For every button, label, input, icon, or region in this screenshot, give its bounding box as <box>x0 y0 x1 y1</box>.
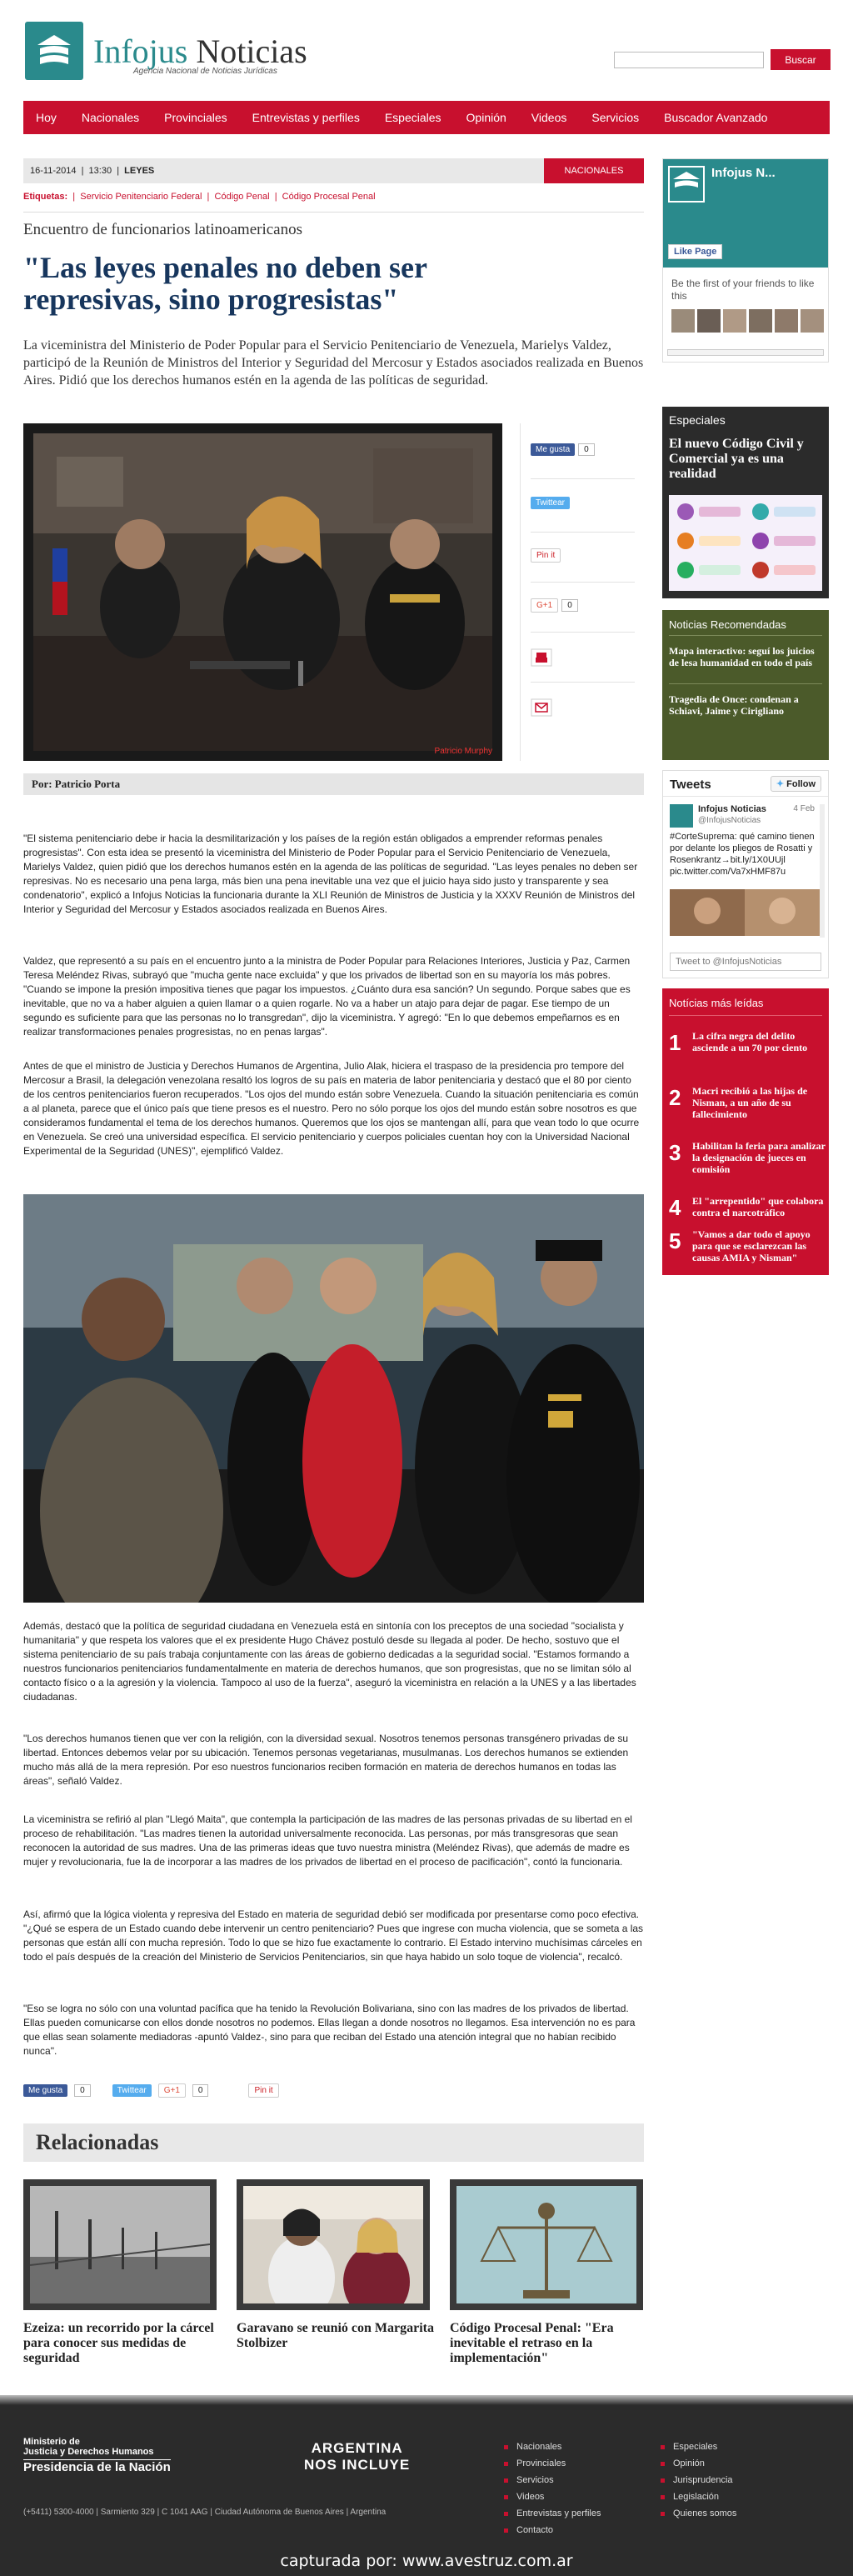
ministry-line: Presidencia de la Nación <box>23 2460 171 2474</box>
site-header <box>0 0 853 93</box>
facebook-page-widget <box>662 158 829 363</box>
logo-word-infojus: Infojus <box>93 33 188 70</box>
article-paragraph: Antes de que el ministro de Justicia y Derechos Humanos de Argentina, Julio Alak, hiciera el traspaso de la presidencia pro tempore del Mercosur a Brasil, la delegación venezolana resaltó los logros de su país en materia de labor penitenciaria y destacó que el 80 por ciento de los centros penitenciarios fueron recuperados. "Los ojos del mundo están sobre Venezuela. Cuando la situación penitenciaria es común a al planeta, parece que el único país que tiene presos es el nuestro. Pero no sólo porque los ojos del mundo están sobre nosotros es que consideramos fundamental el tema de los derechos humanos. Queremos que los ojos se mantengan allí, para que vean todo lo que ocurre en Venezuela. Se creó una universidad específica. El servicio penitenciario y cuerpos policiales cuentan hoy con la Universidad Nacional Experimental de la Seguridad (UNES)", ejemplificó Valdez. <box>23 1060 640 1157</box>
gplus-count: 0 <box>192 2084 209 2097</box>
fb-like-count: 0 <box>74 2084 91 2097</box>
rank-number: 3 <box>669 1140 681 1165</box>
gplus-widget[interactable] <box>531 598 578 613</box>
search-button[interactable]: Buscar <box>771 49 831 70</box>
especiales-title: Especiales <box>669 413 726 427</box>
divider <box>23 212 644 213</box>
most-read-item[interactable] <box>662 1078 829 1130</box>
author-byline: Por: Patricio Porta <box>23 773 644 795</box>
nav-opinion[interactable]: Opinión <box>466 111 506 124</box>
facebook-cover <box>663 159 828 268</box>
most-read-title-text: Macri recibió a las hijas de Nisman, a un año de su fallecimiento <box>692 1085 808 1120</box>
tags-row: Etiquetas: | Servicio Penitenciario Federal | Código Penal | Código Procesal Penal <box>23 192 376 202</box>
logo-subtitle: Agencia Nacional de Noticias Jurídicas <box>133 67 277 76</box>
related-thumbnail[interactable] <box>23 2179 217 2310</box>
recomendada-item[interactable]: Mapa interactivo: seguí los juicios de lesa humanidad en todo el país <box>669 645 815 668</box>
footer-link[interactable]: Videos <box>504 2492 544 2502</box>
tweet-button[interactable]: Twittear <box>531 497 570 509</box>
nav-buscador[interactable]: Buscador Avanzado <box>664 111 768 124</box>
article-paragraph: Además, destacó que la política de seguridad ciudadana en Venezuela está en sintonía con los preceptos de una sociedad "socialista y humanitaria" y que respeta los valores que el ex presidente Hugo Chávez postuló desde su llegada al poder. De hecho, sostuvo que el sistema penitenciario de su país trabaja conjuntamente con las áreas de gobierno dedicadas a la seguridad social. "Estamos formando a nuestros funcionarios penitenciarios fundamentalmente en materia de derechos humanos, que son progresistas, que no se limitan sólo al contacto físico o a la agresión y la violencia. Tampoco al uso de la fuerza", aseguró la viceministra en relación a la UNES y a las libertades ciudadanas. <box>23 1620 636 1703</box>
article-paragraph: "El sistema penitenciario debe ir hacia la desmilitarización y los países de la región están obligados a emprender reformas penales progresistas". Con esta idea se presentó la viceministra del Ministerio de Poder Popular para el Servicio Penitenciario de Venezuela, Marielys Valdez, quien pidió que los derechos humanos estén en la agenda de las políticas de seguridad. "Las leyes penales no deben ser represivas. No es necesario una pena larga, más bien una pena inevitable una vez que el juicio haya sido justo y transparente y sea condenatorio", explicó a Infojus Noticias la funcionaria durante la XLI Reunión de Ministros de Justicia y la XXXV Reunión de Ministros del Interior y Seguridad del Mercosur y Estados asociados realizada en Buenos Aires. <box>23 833 638 915</box>
fb-like-button[interactable]: Me gusta <box>23 2084 67 2097</box>
logo-title[interactable] <box>93 32 307 71</box>
tag-link[interactable]: Código Procesal Penal <box>282 192 376 202</box>
follow-label: Follow <box>786 779 816 789</box>
most-read-item[interactable] <box>662 1222 829 1273</box>
footer-link[interactable]: Jurisprudencia <box>661 2475 733 2485</box>
scrollbar[interactable] <box>667 349 824 356</box>
tweet-media[interactable] <box>670 889 820 936</box>
tags-label: Etiquetas: <box>23 192 68 202</box>
article-time: 13:30 <box>88 166 112 176</box>
footer-link[interactable]: Entrevistas y perfiles <box>504 2508 601 2518</box>
tweet-to-input[interactable]: Tweet to @InfojusNoticias <box>670 953 821 971</box>
tag-link[interactable]: Servicio Penitenciario Federal <box>80 192 202 202</box>
logo-word-noticias: Noticias <box>196 33 307 70</box>
footer-link[interactable]: Nacionales <box>504 2442 561 2452</box>
scrollbar[interactable] <box>820 804 825 938</box>
most-read-title-text: "Vamos a dar todo el apoyo para que se esclarezcan las causas AMIA y Nisman" <box>692 1228 811 1263</box>
share-column <box>520 423 644 761</box>
nav-servicios[interactable]: Servicios <box>591 111 640 124</box>
nav-nacionales[interactable]: Nacionales <box>81 111 140 124</box>
most-read-title-text: El "arrepentido" que colabora contra el narcotráfico <box>692 1195 824 1218</box>
especiales-image[interactable] <box>669 495 822 591</box>
tweets-title: Tweets <box>670 778 711 792</box>
article-paragraph: Así, afirmó que la lógica violenta y represiva del Estado en materia de seguridad debió ser modificada por presentarse como poco efectiva. "¿Qué se espera de un Estado cuando debe intervenir un centro penitenciario? Pues que ingrese con mucha violencia, que se someta a las personas que están allí con mucha represión. Todo lo que se hizo fue exactamente lo contrario. El Estado intervino muchísimas cárceles en todo el país después de la creación del Ministerio de Servicios Penitenciarios, sin que haya habido un solo toque de violencia", recalcó. <box>23 1908 644 1963</box>
related-thumbnail[interactable] <box>450 2179 643 2310</box>
rank-number: 2 <box>669 1085 681 1110</box>
article-photo-secondary <box>23 1194 644 1603</box>
bottom-share-bar <box>23 2083 279 2098</box>
recomendadas-title: Noticias Recomendadas <box>669 618 786 631</box>
divider <box>531 682 635 683</box>
article-headline: "Las leyes penales no deben ser represivas, sino progresistas" <box>23 251 427 316</box>
article-kicker: Encuentro de funcionarios latinoamericanos <box>23 221 303 238</box>
gplus-button[interactable]: G+1 <box>158 2083 186 2098</box>
nav-provinciales[interactable]: Provinciales <box>164 111 227 124</box>
footer-shadow <box>0 2395 853 2405</box>
article-paragraph: "Eso se logra no sólo con una voluntad pacífica que ha tenido la Revolución Bolivariana, sino con las madres de los privados de libertad. Ellas pueden comunicarse con ellos donde nosotros no podemos. Ellas llegan a donde nosotros no llegamos. Esa intervención no es para que ellas sean solamente mediadoras -apuntó Valdez-, sino para que reciban del Estado una atención integral que no habían recibido nunca". <box>23 2003 636 2057</box>
related-title[interactable]: Garavano se reunió con Margarita Stolbizer <box>237 2321 435 2350</box>
article-paragraph: Valdez, que representó a su país en el encuentro junto a la ministra de Poder Popular para Relaciones Interiores, Justicia y Paz, Carmen Teresa Meléndez Rivas, subrayó que "mucha gente nace excluida" y que los privados de libertad son en su mayoría los más pobres. "Cuando se impone la presión impositiva tienes que pagar los impuestos. ¿Cuánto dura esa sanción? Un segundo. Porque sabes que es inevitable, que no va a haber alguien a quien llamar o a quien rogarle. No va a haber un atajo para dejar de pagar. Ese tiempo de un segundo es suficiente para que las personas no lo transgredan", dijo la viceministra. Y agregó: "En lo que debemos empeñarnos es en realizar transformaciones penales progresistas, no en penas largas". <box>23 955 631 1038</box>
article-summary: La viceministra del Ministerio de Poder Popular para el Servicio Penitenciario de Venezuela, Marielys Valdez, participó de la Reunión de Ministros del Interior y Seguridad del Mercosur y Estados asociados realizada en Buenos Aires. Pidió que los derechos humanos estén en la agenda de las políticas de seguridad. <box>23 338 644 388</box>
logo-icon[interactable] <box>25 22 83 80</box>
section-badge[interactable]: NACIONALES <box>544 158 644 183</box>
fb-like-count: 0 <box>578 443 595 456</box>
related-title[interactable]: Ezeiza: un recorrido por la cárcel para conocer sus medidas de seguridad <box>23 2321 214 2365</box>
nav-videos[interactable]: Videos <box>531 111 567 124</box>
photo-credit: Patricio Murphy <box>434 747 492 756</box>
footer-link[interactable]: Quienes somos <box>661 2508 736 2518</box>
divider <box>669 683 822 684</box>
tweet-handle[interactable]: @InfojusNoticias <box>698 816 761 825</box>
especiales-box <box>662 407 829 598</box>
pin-it-button[interactable]: Pin it <box>248 2083 278 2098</box>
slogan <box>304 2440 410 2473</box>
tag-link[interactable]: Código Penal <box>214 192 270 202</box>
divider <box>531 632 635 633</box>
twitter-timeline-widget <box>662 770 829 978</box>
gplus-button[interactable]: G+1 <box>531 598 558 613</box>
most-read-title-text: La cifra negra del delito asciende a un 70 por ciento <box>692 1030 808 1053</box>
article-paragraph: La viceministra se refirió al plan "Llegó Maita", que contempla la participación de las madres de las personas privadas de su libertad en el proceso de rehabilitación. "Las madres tienen la autoridad universalmente reconocida. Las personas, por más transgresoras que sean reconocen la autoridad de sus madres. Una de las primeras ideas que tuvo nuestra ministra (Meléndez Rivas), que además de madre es mujer y revolucionaria, fue la de incorporar a las madres de los privados de libertad en el proceso de pacificación", contó la funcionaria. <box>23 1813 632 1868</box>
twitter-widget[interactable] <box>531 497 570 509</box>
most-read-item[interactable] <box>662 1023 829 1075</box>
article-photo-main <box>23 423 502 761</box>
fb-like-page-button[interactable]: Like Page <box>668 244 722 259</box>
twitter-bird-icon: ✦ <box>776 779 785 789</box>
pin-it-button[interactable]: Pin it <box>531 548 561 563</box>
tweet-avatar[interactable] <box>670 804 693 828</box>
email-icon[interactable] <box>531 698 552 717</box>
article-meta-bar: 16-11-2014 | 13:30 | LEYES <box>23 158 644 183</box>
site-footer <box>0 2395 853 2576</box>
ministry-line: Ministerio de <box>23 2437 80 2447</box>
main-nav <box>23 101 830 134</box>
ministry-logo[interactable] <box>23 2437 171 2473</box>
rank-number: 5 <box>669 1228 681 1253</box>
divider <box>669 1015 822 1016</box>
especiales-headline[interactable]: El nuevo Código Civil y Comercial ya es una realidad <box>669 437 804 481</box>
footer-link[interactable]: Opinión <box>661 2458 705 2468</box>
rank-number: 4 <box>669 1195 681 1220</box>
rank-number: 1 <box>669 1030 681 1055</box>
recomendadas-box <box>662 610 829 760</box>
nav-entrevistas[interactable]: Entrevistas y perfiles <box>252 111 360 124</box>
related-section-title: Relacionadas <box>23 2123 644 2162</box>
nav-hoy[interactable]: Hoy <box>36 111 57 124</box>
footer-link[interactable]: Servicios <box>504 2475 554 2485</box>
tweet-text: #CorteSuprema: qué camino tienen por delante los pliegos de Rosatti y Rosenkrantz→bit.ly/1X0UUjl pic.twitter.com/Va7xHMF87u <box>670 832 815 877</box>
most-read-title-text: Habilitan la feria para analizar la designación de jueces en comisión <box>692 1140 826 1175</box>
recomendada-item[interactable]: Tragedia de Once: condenan a Schiavi, Jaime y Cirigliano <box>669 693 799 717</box>
fb-page-name[interactable]: Infojus N... <box>711 166 776 180</box>
most-read-item[interactable] <box>662 1133 829 1185</box>
print-icon[interactable] <box>531 648 552 667</box>
divider <box>531 478 635 479</box>
tweet-user[interactable]: Infojus Noticias <box>698 804 766 814</box>
footer-link[interactable]: Contacto <box>504 2525 553 2535</box>
footer-address: (+5411) 5300-4000 | Sarmiento 329 | C 1041 AAG | Ciudad Autónoma de Buenos Aires | Argentina <box>23 2508 387 2517</box>
follow-button[interactable] <box>771 776 821 792</box>
page-avatar <box>668 166 705 203</box>
fb-like-button[interactable]: Me gusta <box>531 443 575 456</box>
most-read-box <box>662 988 829 1275</box>
most-read-title: Notícias más leídas <box>669 997 764 1009</box>
nav-especiales[interactable]: Especiales <box>384 111 441 124</box>
tweet-button[interactable]: Twittear <box>112 2084 152 2097</box>
footer-link[interactable]: Provinciales <box>504 2458 566 2468</box>
pinterest-widget[interactable] <box>531 548 561 563</box>
tweet-date[interactable]: 4 Feb <box>793 804 815 813</box>
facebook-like-widget[interactable] <box>531 443 595 456</box>
slogan-line: ARGENTINA <box>311 2440 403 2456</box>
slogan-line: NOS INCLUYE <box>304 2457 411 2473</box>
search-input[interactable] <box>614 52 764 68</box>
fb-friends-avatars <box>671 309 824 333</box>
article-category[interactable]: LEYES <box>124 166 155 176</box>
divider <box>669 635 822 636</box>
divider <box>531 582 635 583</box>
capture-watermark: capturada por: www.avestruz.com.ar <box>280 2552 573 2570</box>
article-date: 16-11-2014 <box>30 166 77 176</box>
related-title[interactable]: Código Procesal Penal: "Era inevitable el retraso en la implementación" <box>450 2321 614 2365</box>
footer-link[interactable]: Legislación <box>661 2492 719 2502</box>
related-thumbnail[interactable] <box>237 2179 430 2310</box>
divider <box>531 532 635 533</box>
gplus-count: 0 <box>561 599 578 612</box>
footer-link[interactable]: Especiales <box>661 2442 717 2452</box>
article-paragraph: "Los derechos humanos tienen que ver con la religión, con la diversidad sexual. Nosotros tenemos personas transgénero privadas de su libertad. Entonces debemos velar por su ubicación. Tenemos personas vegetarianas, musulmanas. Los derechos humanos se extienden mucho más allá de la mera represión. Por eso nuestros funcionarios reciben formación en materia de derechos humanos en todas las áreas", señaló Valdez. <box>23 1733 629 1787</box>
divider <box>663 796 828 797</box>
fb-friends-text: Be the first of your friends to like this <box>671 278 815 302</box>
ministry-line: Justicia y Derechos Humanos <box>23 2447 154 2457</box>
